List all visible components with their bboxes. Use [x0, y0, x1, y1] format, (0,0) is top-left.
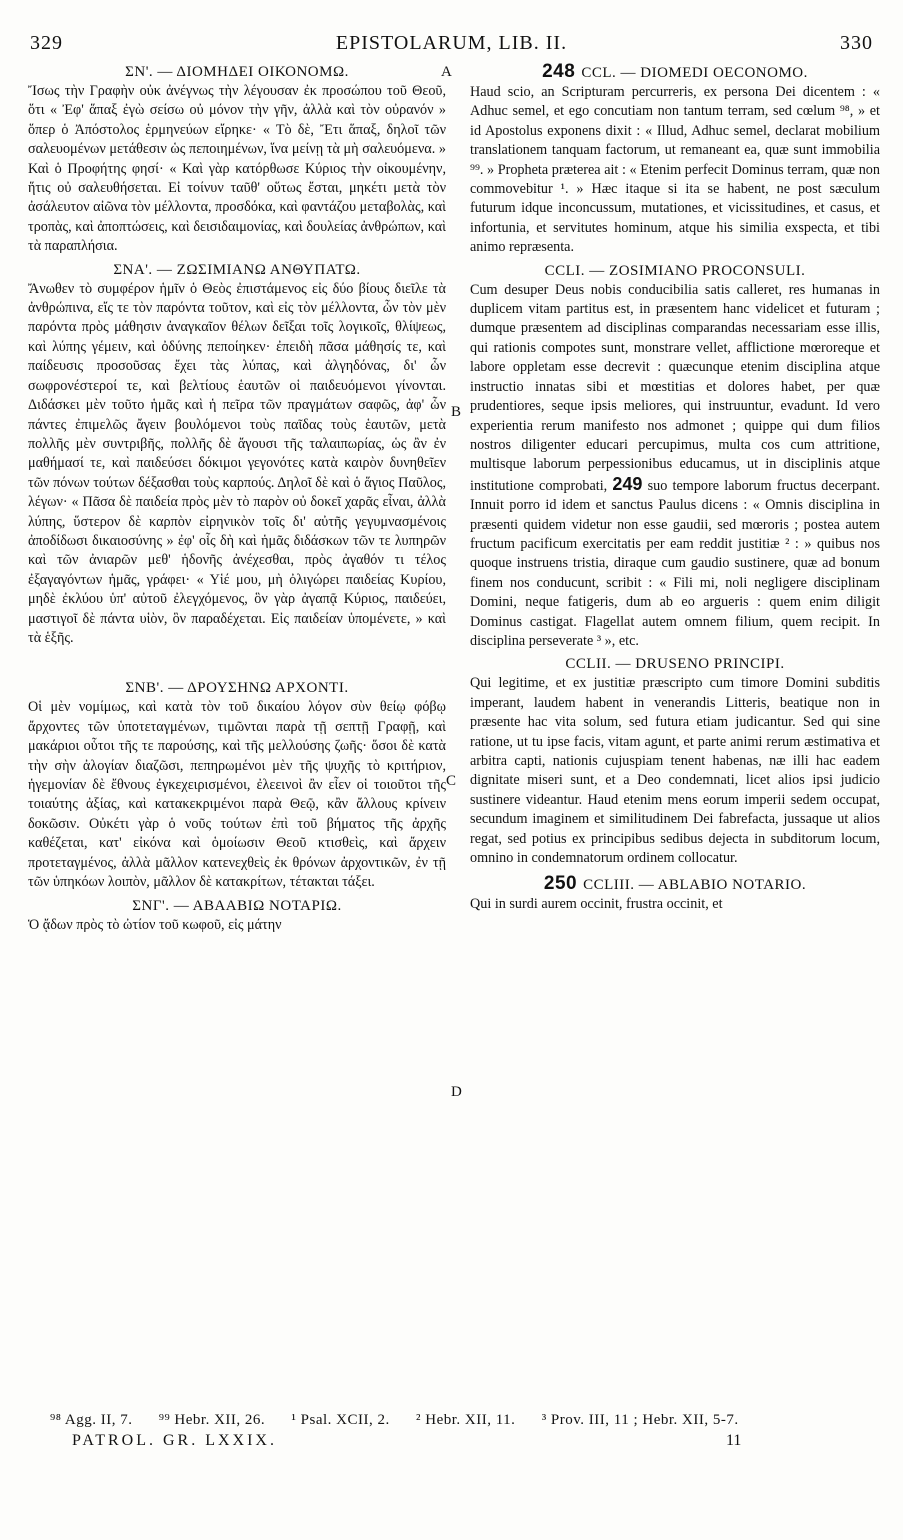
running-head: [30, 32, 873, 58]
letter-text: Qui in surdi aurem occinit, frustra occinit, et: [470, 896, 723, 913]
page-number-left: 329: [30, 32, 63, 54]
letter-heading: [470, 874, 880, 895]
running-title: EPISTOLARUM, LIB. II.: [335, 32, 568, 54]
greek-column: [28, 62, 446, 936]
letter-text-part: suo tempore laborum fructus decerpant. Innuit porro id idem et sanctus Paulus dicens : « Omnis disciplina in præsenti quidem videtur non esse gaudii, sed mœroris ; postea autem fructum pacificum exercitatis per eam reddit justitiæ ² : » quibus nos quoque instruens tristia, diraque cum gaudio sustinere, quæ ad bonum finem nos conducunt, scribit : « Fili mi, noli negligere disciplinam Domini, neque fatigeris, dum ab eo argueris : quem enim diligit Dominus castigat. Flagellat autem omnem filium, quem recipit. In disciplina perseverate ³ », etc.: [470, 477, 880, 649]
signature-mark: 11: [726, 1432, 742, 1449]
column-number: 249: [612, 473, 643, 494]
letter-text: Ὁ ᾄδων πρὸς τὸ ὠτίον τοῦ κωφοῦ, εἰς μάτην: [28, 917, 282, 934]
letter-text: Οἱ μὲν νομίμως, καὶ κατὰ τὸν τοῦ δικαίου λόγον σὺν θείῳ φόβῳ ἄρχοντες τῶν ὑποτεταγμένων, τιμῶνται παρὰ τῇ σεπτῇ Γραφῇ, καὶ μακάριοι οὗτοι τῆς τε παρούσης, καὶ τῆς μελλούσης ζωῆς· ὅσοι δὲ κατὰ τὴν σὴν ἀλογίαν διαζῶσι, πεπηρωμένοι μὲν τῆς ψυχῆς τὸ κριτήριον, ἡγεμονίαν δὲ ἔθνους ἐγκεχειρισμένοι, ἐλεεινοὶ ἂν εἶεν οἱ τοιοῦτοι τῆς τοιαύτης ἀξίας, καὶ κατακεκριμένοι παρὰ Θεῷ, κἂν ἄλλους κρίνειν δοκῶσιν. Οὐκέτι γὰρ ὁ νοῦς τούτων ἐπὶ τοῦ βήματος τῆς ἀρχῆς καθέζεται, κατ' εἰκόνα καὶ ὁμοίωσιν Θεοῦ κτισθεὶς, καὶ ἄρχειν προτεταγμένος, ἀλλὰ μᾶλλον κατενεχθεὶς ἐκ θρόνων ἀρχοντικῶν, ἐν τῇ τῶν ὑπηκόων λοιπὸν, μᾶλλον δὲ κατακρίτων, τέτακται τάξει.: [28, 699, 446, 891]
footnote: ⁹⁹ Hebr. XII, 26.: [158, 1412, 266, 1428]
margin-letter-a: A: [441, 64, 452, 80]
letter-text: Qui legitime, et ex justitiæ præscripto cum timore Domini subditis imperant, laudem habent in venerandis Litteris, beatique non in præsente hac vita solum, sed futura etiam judicantur. Sed qui sine ratione, ut tu ipse facis, vitam agunt, et parte animi rerum æstimativa et arbitra capti, nationis cujuspiam tenent habenas, næ illi hac eadem dignitate miseri sunt, et a Deo condemnati, licet alios ipsi judicio sustinere videantur. Haud etenim mens eorum imperii sedem occupat, secundum imaginem et similitudinem Dei fabrefacta, jussaque ut alios regat, sed potius ex principibus sedibus dejecta in subditorum locum, omnino in condemnatorum ordinem collocatur.: [470, 675, 880, 867]
letter-heading: CCLII. — DRUSENO PRINCIPI.: [565, 656, 785, 673]
footnote: ¹ Psal. XCII, 2.: [291, 1412, 390, 1428]
latin-column: [470, 62, 880, 915]
letter-heading: [470, 62, 880, 83]
margin-letter-d: D: [451, 1084, 462, 1100]
heading-text: CCLIII. — ABLABIO NOTARIO.: [583, 877, 807, 894]
footnote: ⁹⁸ Agg. II, 7.: [50, 1412, 133, 1428]
letter-text: Ἄνωθεν τὸ συμφέρον ἡμῖν ὁ Θεὸς ἐπιστάμενος εἰς δύο βίους διεῖλε τὰ ἀνθρώπινα, εἴς τε τὸν παρόντα τοῦτον, καὶ εἰς τὸν μέλλοντα, ὧν τὸν μὲν παρόντα πρὸς μάθησιν ἀναγκαῖον θέλων δεῖξαι τοῖς λογικοῖς, θλίψεως, καὶ λύπης γέμειν, καὶ ὀδύνης πεποίηκεν· ἐπειδὴ πᾶσα μάθησίς τε, καὶ παίδευσις προσοῦσας ἔχει τὰς λύπας, καὶ ἀλγηδόνας, δι' ὧν σωφρονέστεροί τε, καὶ βελτίους ἑαυτῶν οἱ παιδευόμενοι γίνονται. Διδάσκει μὲν τοῦτο ἡμᾶς καὶ ἡ πεῖρα τῶν πραγμάτων σαφῶς, ἀφ' ὧν πάντες ἐπιμελῶς ἄγειν βουλόμενοι τοὺς παῖδας τοὺς ἑαυτῶν, μετὰ πολλῆς μὲν συντριβῆς, πολλῆς δὲ ἄγουσι τῆς ταλαιπωρίας, ὡς ἂν ἐν μαθήμασί τε, καὶ παιδεύσει δόκιμοι γεγονότες κατὰ καιρὸν δυνηθεῖεν τῶν πόνων τούτων δέξασθαι τοὺς καρπούς. Δηλοῖ δὲ καὶ ὁ ἅγιος Παῦλος, λέγων· « Πᾶσα δὲ παιδεία πρὸς μὲν τὸ παρὸν οὐ δοκεῖ χαρᾶς εἶναι, ἀλλὰ λύπης, ὕστερον δὲ καρπὸν εἰρηνικὸν τοῖς δι' αὐτῆς γεγυμνασμένοις ἀποδίδωσι δικαιοσύνης » ἐφ' οἷς δὴ καὶ ἡμᾶς διδάσκων τῶν τε λυπηρῶν καὶ τῶν ἀνιαρῶν μεθ' ἡδονῆς ἀνέχεσθαι, πρὸς ἀγαθόν τι τέλος ἐξαγαγόντων ἡμᾶς, γράφει· « Υἱέ μου, μὴ ὀλιγώρει παιδείας Κυρίου, μηδὲ ἐκλύου ὑπ' αὐτοῦ ἐλεγχόμενος, ὃν γὰρ ἀγαπᾷ Κύριος, παιδεύει, μαστιγοῖ δὲ πάντα υἱὸν, ὃν παραδέχεται. Εἰς παιδείαν ὑπομένετε, » καὶ τὰ ἑξῆς.: [28, 280, 446, 646]
letter-text-part: Cum desuper Deus nobis conducibilia satis calleret, res humanas in duplicem vitam partitus est, in præsentem hanc videlicet et futuram ; dumque præsentem ad disciplinas comparandas necessariam esse illis, qui rationis compotes sunt, monstrare vellet, afflictione mœroreque et labore oppletam esse decrevit : quæcunque etenim disciplina atque instructio innatas sibi et mœstitias et dolores habet, per quæ prudentiores, seque ipsis meliores, qui instruuntur, evadunt. Id vero experientia rerum manifesto nos admonet ; quippe qui dum filios nostros diligenter educari percupimus, multa cos cum attritione, multisque laborum perpessionibus educamus, ut in disciplinis atque institutione comprobati,: [470, 281, 880, 494]
margin-letter-c: C: [446, 773, 457, 789]
margin-letter-b: B: [451, 404, 462, 420]
letter-heading: ΣΝΓ'. — ΑΒΑΑΒΙΩ ΝΟΤΑΡΙΩ.: [132, 898, 342, 915]
letter-heading: ΣΝΒ'. — ΔΡΟΥΣΗΝΩ ΑΡΧΟΝΤΙ.: [125, 680, 349, 697]
series-title: PATROL. GR. LXXIX.: [72, 1432, 277, 1449]
footnote: ³ Prov. III, 11 ; Hebr. XII, 5-7.: [541, 1412, 739, 1428]
letter-text: Haud scio, an Scripturam percurreris, ex persona Dei dicentem : « Adhuc semel, et ego concutiam non tantum terram, sed cœlum ⁹⁸, » et id Apostolus exponens dixit : « Illud, Adhuc semel, declarat mobilium translationem tanquam factorum, ut remaneant ea, quæ sunt immobilia ⁹⁹. » Propheta præterea ait : « Etenim perfecit Dominus terram, quæ non commovebitur ¹. » Hæc itaque si ita se habent, ne post sæculum futurum idque inconcussum, mutationes, et vicissitudines, et casus, et infortunia, et servitutes hominum, atque his similia exspecta, et tibi animo repræsenta.: [470, 84, 880, 256]
letter-heading: CCLI. — ZOSIMIANO PROCONSULI.: [544, 262, 806, 279]
column-number: 248: [542, 61, 576, 82]
heading-text: CCL. — DIOMEDI OECONOMO.: [581, 65, 808, 81]
footnotes: [50, 1412, 873, 1429]
footnote: ² Hebr. XII, 11.: [416, 1412, 516, 1428]
letter-heading: ΣΝΑ'. — ΖΩΣΙΜΙΑΝΩ ΑΝΘΥΠΑΤΩ.: [113, 261, 361, 278]
letter-text: [470, 281, 880, 652]
letter-text: Ἴσως τὴν Γραφὴν οὐκ ἀνέγνως τὴν λέγουσαν ἐκ προσώπου τοῦ Θεοῦ, ὅτι « Ἐφ' ἅπαξ ἐγὼ σείσω οὐ μόνον τὴν γῆν, ἀλλὰ καὶ τὸν οὐρανόν » ὅπερ ὁ Ἀπόστολος ἑρμηνεύων εἴρηκε· « Τὸ δὲ, Ἔτι ἅπαξ, δηλοῖ τῶν σαλευομένων μετάθεσιν ὡς πεποιημένων, ἵνα μείνῃ τὰ μὴ σαλευόμενα. » Καὶ ὁ Προφήτης φησί· « Καὶ γὰρ κατόρθωσε Κύριος τὴν οἰκουμένην, ἥτις οὐ σαλευθήσεται. Εἰ τοίνυν ταῦθ' οὕτως ἔσται, μηκέτι μετὰ τὸν ἀσάλευτον αἰῶνα τὸν μέλλοντα, προσδόκα, καὶ φαντάζου μεταβολὰς, καὶ τροπὰς, καὶ ἀποπτώσεις, καὶ δεισιδαιμονίας, καὶ δουλείας ἀνθρώπων, καὶ τὰ παραπλήσια.: [28, 83, 446, 255]
page-number-right: 330: [840, 32, 873, 54]
letter-heading: ΣΝ'. — ΔΙΟΜΗΔΕΙ ΟΙΚΟΝΟΜΩ.: [125, 64, 349, 80]
column-number: 250: [543, 873, 578, 895]
